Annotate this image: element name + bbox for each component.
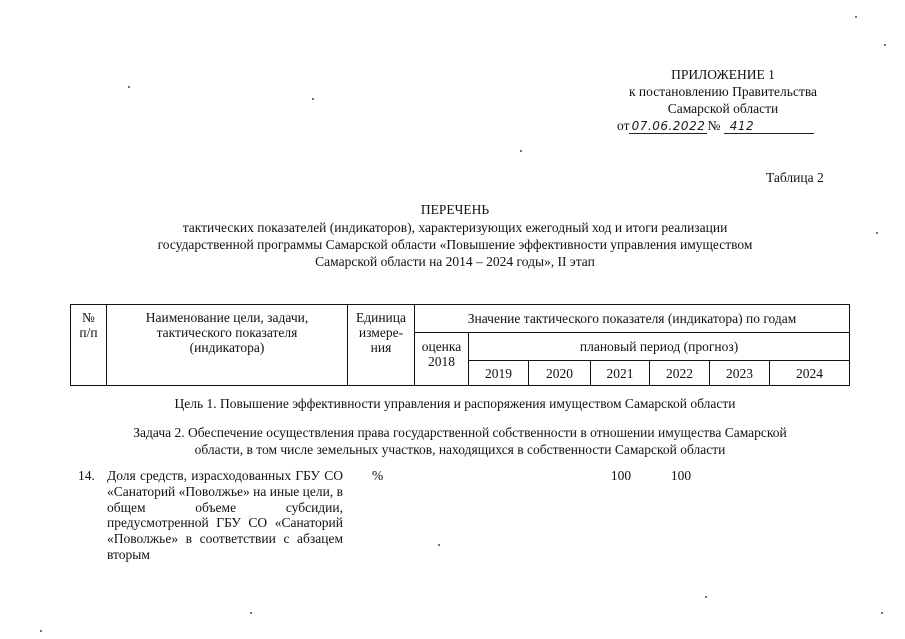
- planned-period-header: плановый период (прогноз): [469, 333, 850, 361]
- year-2022: 2022: [650, 361, 710, 386]
- annex-line-resolution: к постановлению Правительства: [628, 84, 818, 99]
- annex-line-region: Самарской области: [667, 101, 779, 116]
- col-number-header: № п/п: [71, 305, 107, 386]
- table-label: Таблица 2: [766, 170, 824, 185]
- task-line-1: Задача 2. Обеспечение осуществления права государственной собственности в отношении имущества Самарской: [133, 425, 787, 440]
- annex-title: ПРИЛОЖЕНИЕ 1: [671, 67, 775, 82]
- title-heading: ПЕРЕЧЕНЬ: [420, 202, 490, 217]
- row-unit: %: [372, 468, 384, 483]
- handwritten-number: 412: [724, 119, 814, 134]
- year-2019: 2019: [469, 361, 529, 386]
- row-value-2022: 100: [670, 468, 692, 483]
- row-indicator-text: Доля средств, израсходованных ГБУ СО «Санаторий «Поволжье» на иные цели, в общем объеме субсидии, предусмотренной ГБУ СО «Санаторий «Поволжье» в соответствии с абзацем вторым: [107, 468, 343, 562]
- goal-heading: Цель 1. Повышение эффективности управления и распоряжения имуществом Самарской области: [174, 396, 736, 411]
- year-2021: 2021: [591, 361, 650, 386]
- row-number: 14.: [78, 468, 95, 483]
- col-name-header: Наименование цели, задачи, тактического показателя (индикатора): [107, 305, 348, 386]
- date-prefix: от: [617, 118, 630, 133]
- year-2020: 2020: [529, 361, 591, 386]
- col-estimate-header: оценка 2018: [415, 333, 469, 386]
- annex-block: [612, 66, 834, 117]
- title-line-2: государственной программы Самарской области «Повышение эффективности управления имуществом: [157, 237, 753, 252]
- col-unit-header: Единица измере- ния: [348, 305, 415, 386]
- task-line-2: области, в том числе земельных участков, находящихся в собственности Самарской области: [194, 442, 726, 457]
- year-2024: 2024: [770, 361, 850, 386]
- col-values-header: Значение тактического показателя (индикатора) по годам: [415, 305, 850, 333]
- handwritten-date: 07.06.2022: [629, 119, 707, 134]
- annex-date-line: [617, 118, 814, 134]
- title-line-1: тактических показателей (индикаторов), характеризующих ежегодный ход и итоги реализации: [182, 220, 728, 235]
- year-2023: 2023: [710, 361, 770, 386]
- indicator-table-header: [70, 304, 850, 386]
- title-line-3: Самарской области на 2014 – 2024 годы», II этап: [315, 254, 595, 269]
- task-heading: [80, 424, 840, 458]
- number-sign: №: [707, 118, 721, 133]
- row-value-2021: 100: [610, 468, 632, 483]
